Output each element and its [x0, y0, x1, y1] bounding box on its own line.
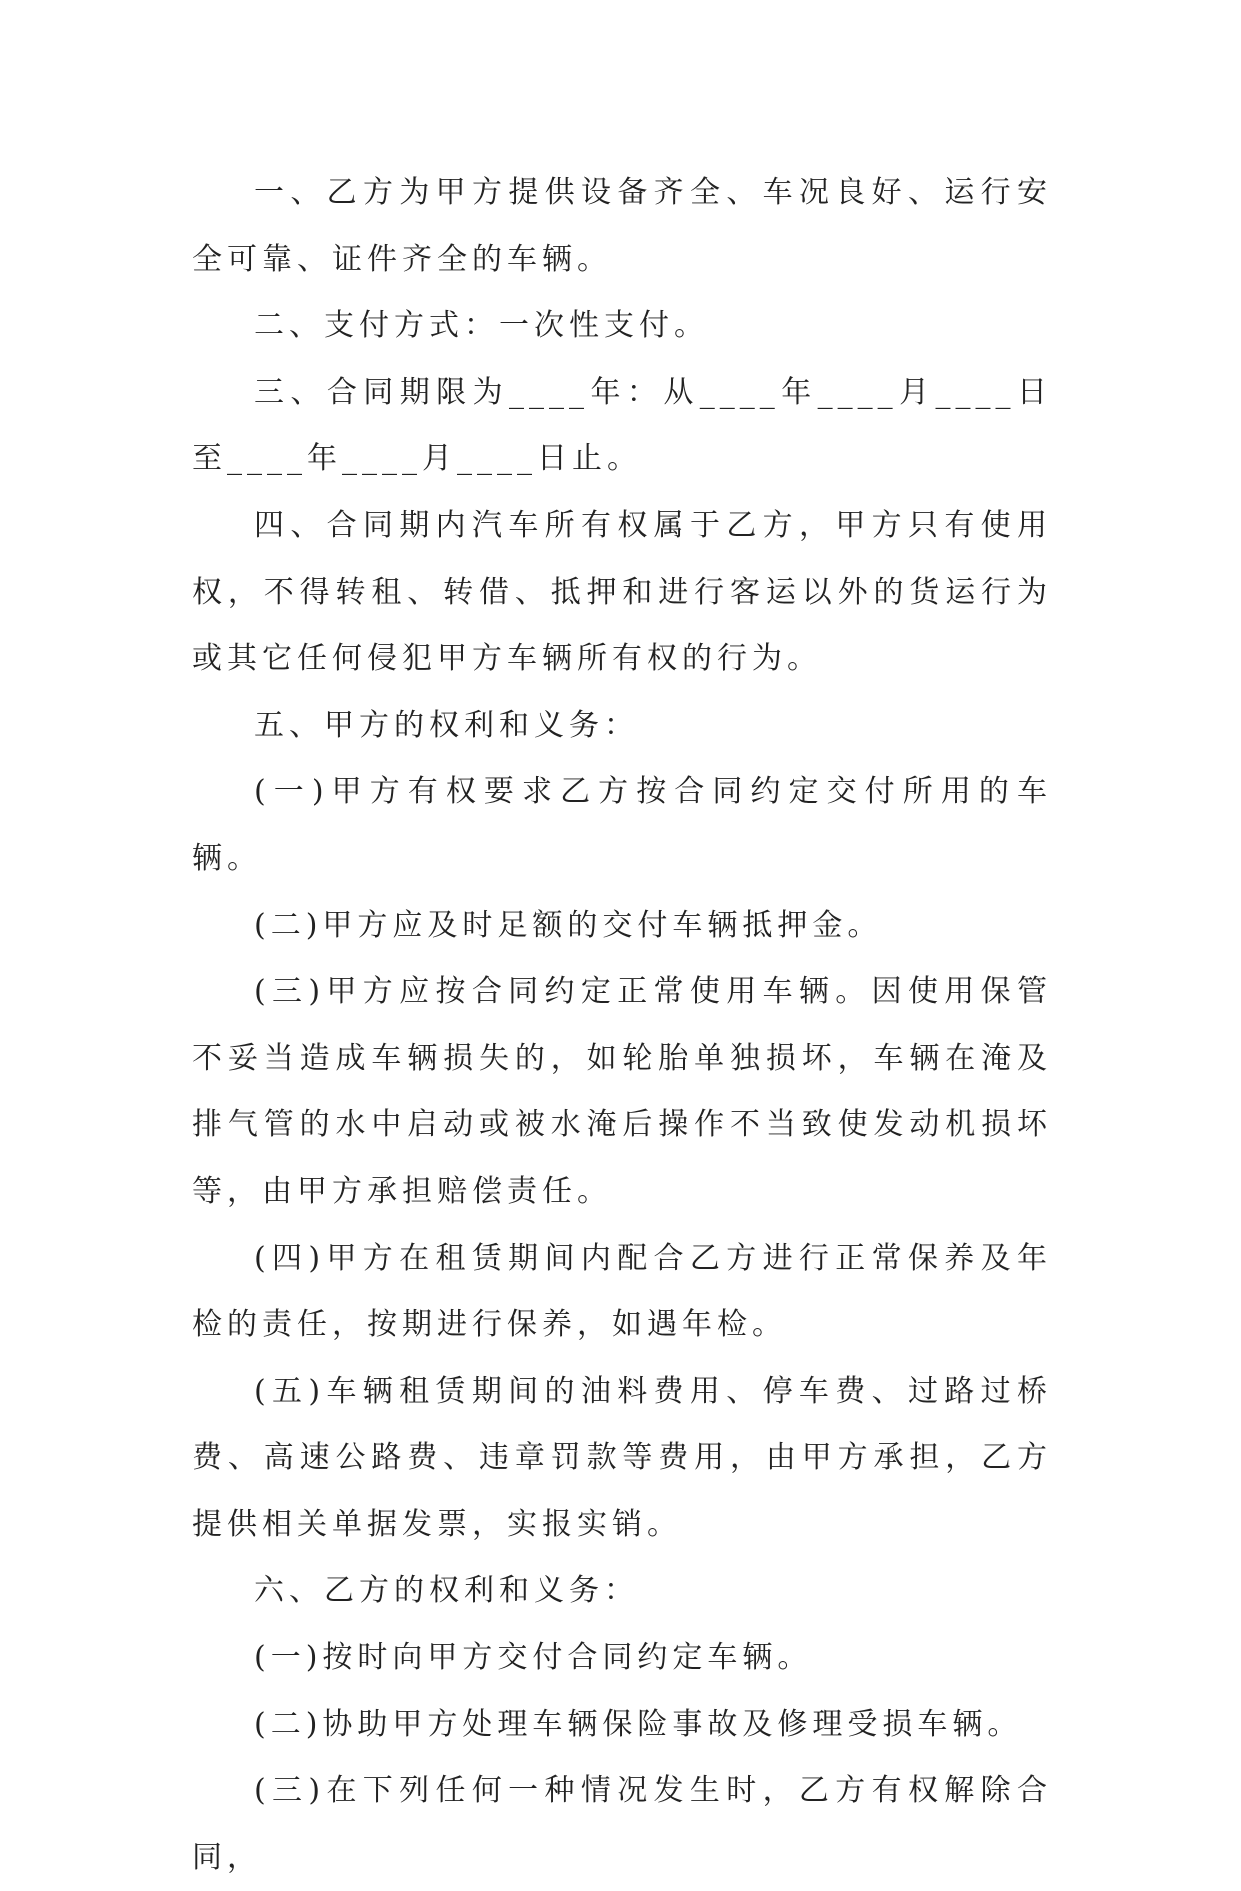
clause-2-payment-method: 二、支付方式：一次性支付。	[254, 308, 709, 344]
clause-5-item-3: (三)甲方应按合同约定正常使用车辆。因使用保管不妥当造成车辆损失的，如轮胎单独损坏，车辆在淹及排气管的水中启动或被水淹后操作不当致使发动机损坏等，由甲方承担赔偿责任。	[192, 974, 1052, 1209]
clause-5-item-4: (四)甲方在租赁期间内配合乙方进行正常保养及年检的责任，按期进行保养，如遇年检。	[192, 1240, 1052, 1343]
clause-5-item-5: (五)车辆租赁期间的油料费用、停车费、过路过桥费、高速公路费、违章罚款等费用，由甲方承担，乙方提供相关单据发票，实报实销。	[192, 1373, 1052, 1542]
clause-6-heading: 六、乙方的权利和义务：	[254, 1573, 639, 1609]
clause-4-ownership: 四、合同期内汽车所有权属于乙方，甲方只有使用权，不得转租、转借、抵押和进行客运以外的货运行为或其它任何侵犯甲方车辆所有权的行为。	[192, 507, 1052, 677]
clause-6-item-1: (一)按时向甲方交付合同约定车辆。	[254, 1640, 813, 1676]
clause-6-item-3: (三)在下列任何一种情况发生时，乙方有权解除合同，	[192, 1773, 1052, 1875]
clause-3-contract-term: 三、合同期限为____年：从____年____月____日至____年____月____日止。	[192, 374, 1052, 477]
document-body	[192, 160, 1052, 1891]
clause-5-heading: 五、甲方的权利和义务：	[254, 707, 639, 743]
clause-5-item-1: (一)甲方有权要求乙方按合同约定交付所用的车辆。	[192, 774, 1052, 876]
clause-1-vehicle-provision: 一、乙方为甲方提供设备齐全、车况良好、运行安全可靠、证件齐全的车辆。	[192, 175, 1052, 277]
clause-6-item-2: (二)协助甲方处理车辆保险事故及修理受损车辆。	[254, 1706, 1023, 1742]
clause-5-item-2: (二)甲方应及时足额的交付车辆抵押金。	[254, 907, 883, 943]
